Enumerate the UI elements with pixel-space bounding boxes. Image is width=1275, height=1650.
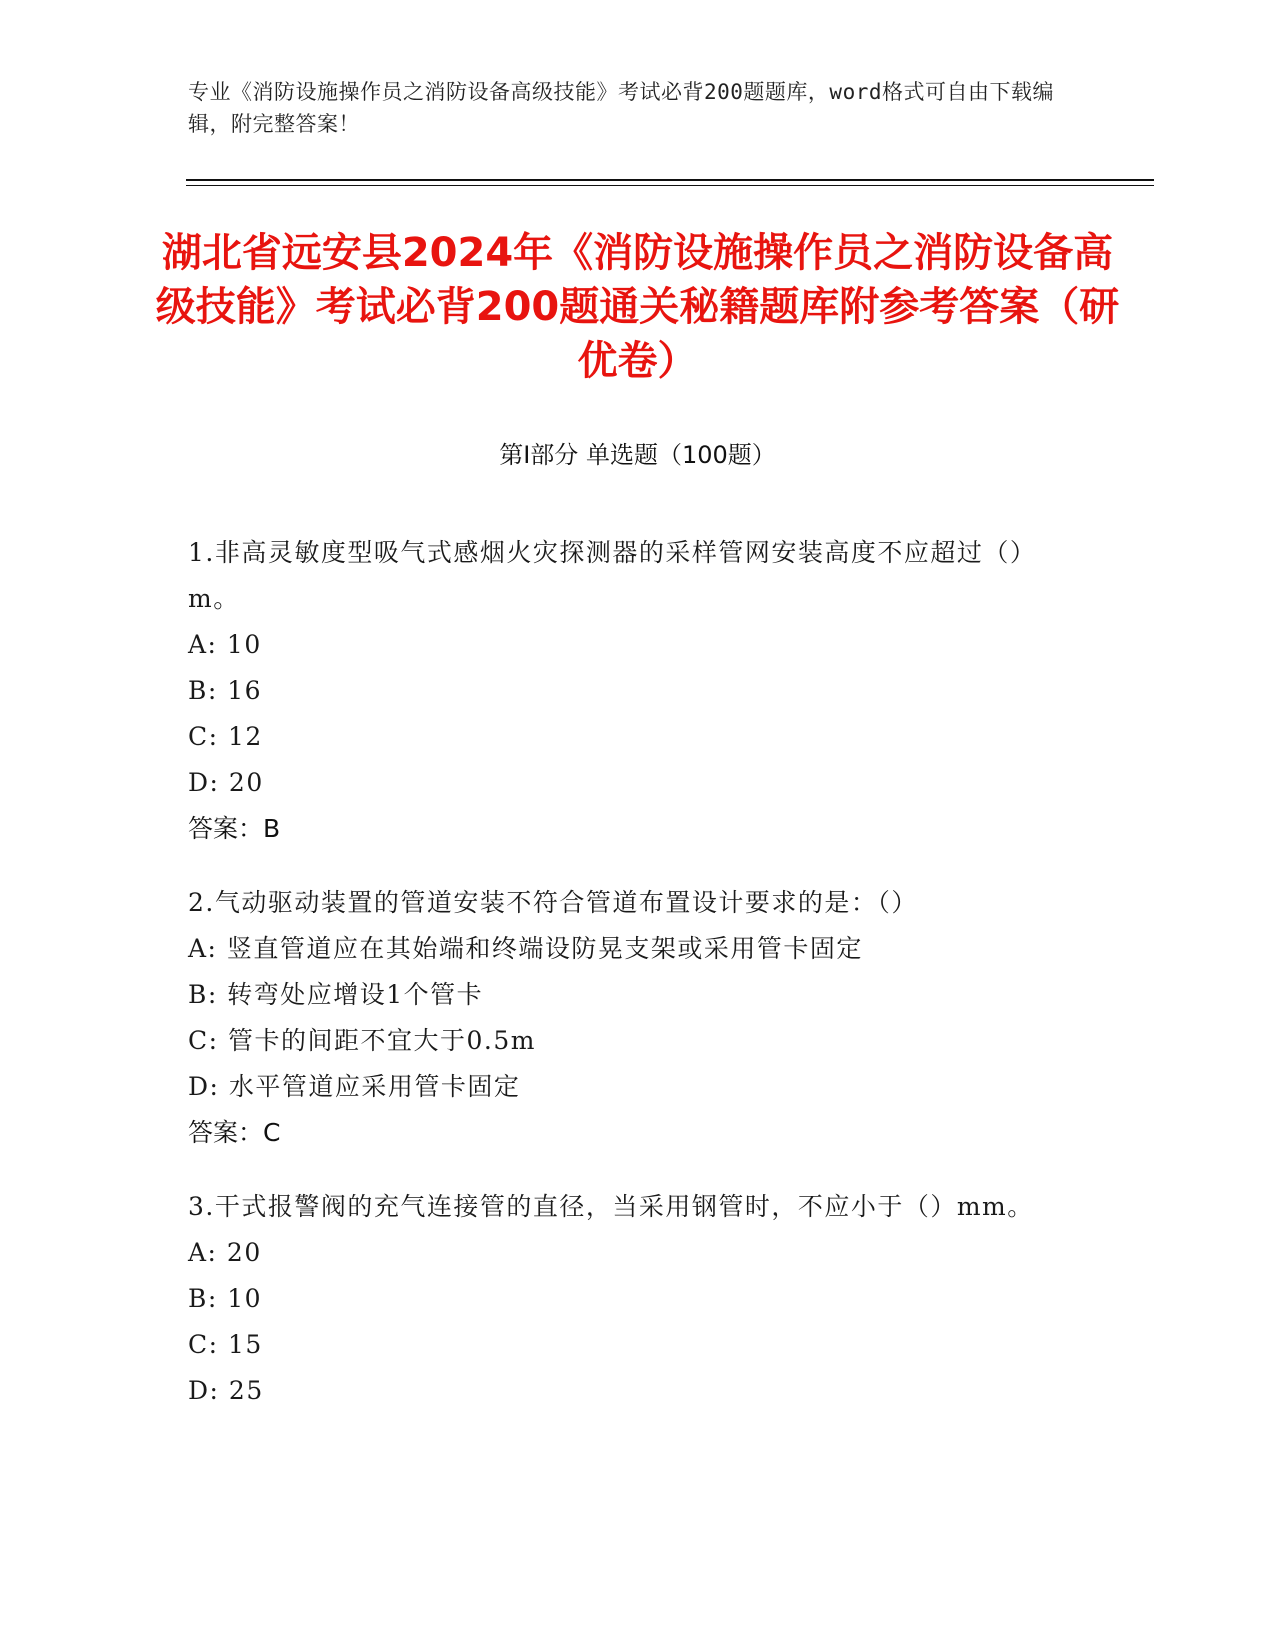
header-divider-thick <box>186 179 1154 181</box>
question-item <box>188 530 1068 852</box>
option-b: B: 10 <box>188 1284 263 1313</box>
option-c: C: 12 <box>188 722 263 751</box>
intro-text: 专业《消防设施操作员之消防设备高级技能》考试必背200题题库，word格式可自由下载编辑，附完整答案！ <box>188 80 1054 136</box>
question-item <box>188 880 1068 1156</box>
question-text: 3.干式报警阀的充气连接管的直径，当采用钢管时，不应小于（）mm。 <box>188 1192 1034 1221</box>
option-d: D: 25 <box>188 1376 264 1405</box>
section-heading: 第I部分 单选题（100题） <box>499 441 776 469</box>
option-a: A: 20 <box>188 1238 262 1267</box>
document-title: 湖北省远安县2024年《消防设施操作员之消防设备高级技能》考试必背200题通关秘籍题库附参考答案（研优卷） <box>155 230 1120 384</box>
option-b: B: 转弯处应增设1个管卡 <box>188 980 484 1009</box>
option-c: C: 15 <box>188 1330 263 1359</box>
answer-line: 答案：B <box>188 814 281 843</box>
option-b: B: 16 <box>188 676 263 705</box>
option-d: D: 水平管道应采用管卡固定 <box>188 1072 521 1101</box>
option-a: A: 竖直管道应在其始端和终端设防晃支架或采用管卡固定 <box>188 934 863 963</box>
answer-line: 答案：C <box>188 1118 281 1147</box>
question-item <box>188 1184 1068 1414</box>
option-d: D: 20 <box>188 768 264 797</box>
header-divider-thin <box>186 185 1154 186</box>
option-c: C: 管卡的间距不宜大于0.5m <box>188 1026 536 1055</box>
question-text: 1.非高灵敏度型吸气式感烟火灾探测器的采样管网安装高度不应超过（）m。 <box>188 538 1037 613</box>
question-text: 2.气动驱动装置的管道安装不符合管道布置设计要求的是：（） <box>188 888 918 917</box>
option-a: A: 10 <box>188 630 262 659</box>
question-list <box>188 530 1068 1442</box>
